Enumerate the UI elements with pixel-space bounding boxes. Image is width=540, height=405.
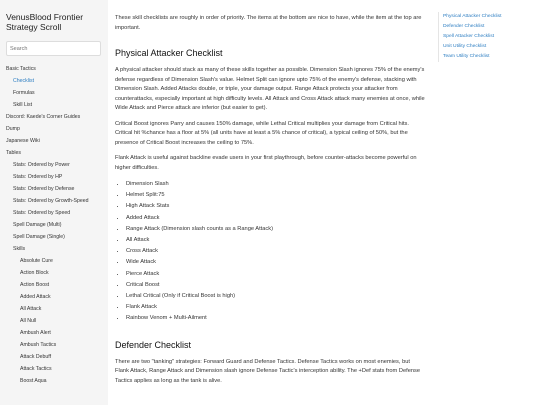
- list-item: • Dimension Slash: [126, 179, 425, 190]
- toc-link[interactable]: Unit Utility Checklist: [443, 44, 487, 49]
- sidebar-item[interactable]: Ambush Tactics: [20, 342, 57, 348]
- table-of-contents: [438, 12, 540, 62]
- list-item: • All Attack: [126, 235, 425, 246]
- toc-link[interactable]: Physical Attacker Checklist: [443, 14, 502, 19]
- section-heading-defender: Defender Checklist: [115, 339, 192, 350]
- sidebar-item[interactable]: Spell Damage (Single): [13, 234, 65, 240]
- section-heading-physical-attacker: Physical Attacker Checklist: [115, 48, 223, 58]
- sidebar-item[interactable]: Japanese Wiki: [6, 138, 40, 144]
- sidebar-item[interactable]: Boost Aqua: [20, 378, 47, 384]
- sidebar: [0, 0, 108, 405]
- list-item: • Cross Attack: [126, 246, 425, 257]
- sidebar-item[interactable]: Skills: [13, 246, 26, 252]
- list-item: • Rainbow Venom + Multi-Ailment: [126, 313, 425, 324]
- defender-paragraph-1: There are two "tanking" strategies: Forward Guard and Defense Tactics. Defense Tactics works on most enemies, but Flank Attack, Range Attack and Dimension slash ignore Defense Tactic's interception ability. The +Def stats from Defense Tactics applies as long as the tank is alive.: [115, 358, 421, 384]
- sidebar-item[interactable]: Checklist: [13, 78, 35, 84]
- sidebar-item[interactable]: All Null: [20, 318, 37, 324]
- sidebar-item[interactable]: Stats: Ordered by Defense: [13, 186, 75, 192]
- sidebar-item[interactable]: Tables: [6, 150, 21, 156]
- intro-paragraph: These skill checklists are roughly in order of priority. The items at the bottom are nice to have, while the item at the top are important.: [115, 15, 422, 31]
- site-title[interactable]: VenusBlood Frontier Strategy Scroll: [6, 12, 84, 32]
- physical-attacker-skill-list: [115, 179, 425, 325]
- search-input[interactable]: [6, 41, 101, 56]
- sidebar-item[interactable]: Stats: Ordered by Power: [13, 162, 70, 168]
- physical-attacker-paragraph-3: Flank Attack is useful against backline evade users in your first playthrough, before counter-attacks become powerful on higher difficulties.: [115, 155, 417, 171]
- sidebar-item[interactable]: Spell Damage (Multi): [13, 222, 62, 228]
- list-item: • Range Attack (Dimension slash counts as a Range Attack): [126, 224, 425, 235]
- sidebar-item[interactable]: Skill List: [13, 102, 33, 108]
- list-item: • High Attack Stats: [126, 201, 425, 212]
- list-item: • Flank Attack: [126, 302, 425, 313]
- list-item: • Helmet Split:75: [126, 190, 425, 201]
- list-item: • Lethal Critical (Only if Critical Boost is high): [126, 291, 425, 302]
- sidebar-item[interactable]: Attack Debuff: [20, 354, 52, 360]
- sidebar-item[interactable]: Added Attack: [20, 294, 51, 300]
- list-item: • Wide Attack: [126, 257, 425, 268]
- sidebar-item[interactable]: Dump: [6, 126, 20, 132]
- list-item: • Pierce Attack: [126, 269, 425, 280]
- sidebar-item[interactable]: Basic Tactics: [6, 66, 36, 72]
- sidebar-item[interactable]: Discord: Kaede's Corner Guides: [6, 114, 81, 120]
- sidebar-item[interactable]: Attack Tactics: [20, 366, 52, 372]
- main-content: [115, 14, 425, 392]
- sidebar-nav: [0, 63, 108, 387]
- sidebar-item[interactable]: Stats: Ordered by HP: [13, 174, 63, 180]
- toc-link[interactable]: Team Utility Checklist: [443, 54, 490, 59]
- sidebar-item[interactable]: Formulas: [13, 90, 35, 96]
- sidebar-item[interactable]: All Attack: [20, 306, 42, 312]
- list-item: • Critical Boost: [126, 280, 425, 291]
- toc-link[interactable]: Defender Checklist: [443, 24, 485, 29]
- sidebar-item[interactable]: Stats: Ordered by Growth-Speed: [13, 198, 89, 204]
- sidebar-item[interactable]: Absolute Cure: [20, 258, 53, 264]
- sidebar-item[interactable]: Action Boost: [20, 282, 50, 288]
- physical-attacker-paragraph-1: A physical attacker should stack as many of these skills together as possible. Dimension Slash ignores 75% of the enemy's defense regardless of Dimension Slash's value. Helmet Split can ignore upto 75% of the enemy's defense, stacking with Dimension Slash. Added Attacks double, or triple, your damage output. Range Attack protects your attacker from counterattacks, especially important at high difficulty levels. All Attack and Cross Attack attack many enemies at once, while Wide Attack and Pierce attack are inferior (but easier to get).: [115, 67, 425, 111]
- sidebar-item[interactable]: Ambush Alert: [20, 330, 51, 336]
- sidebar-item[interactable]: Action Block: [20, 270, 49, 276]
- toc-link[interactable]: Spell Attacker Checklist: [443, 34, 495, 39]
- physical-attacker-paragraph-2: Critical Boost ignores Parry and causes 150% damage, while Lethal Critical multiplies your damage from Critical hits. Critical hit %chance has a floor at 5% (all units have at least a 5% chance of critical), a typical ceiling of 50%, but the presence of Critical Boost increases the ceiling to 75%.: [115, 120, 409, 146]
- list-item: • Added Attack: [126, 213, 425, 224]
- sidebar-item[interactable]: Stats: Ordered by Speed: [13, 210, 71, 216]
